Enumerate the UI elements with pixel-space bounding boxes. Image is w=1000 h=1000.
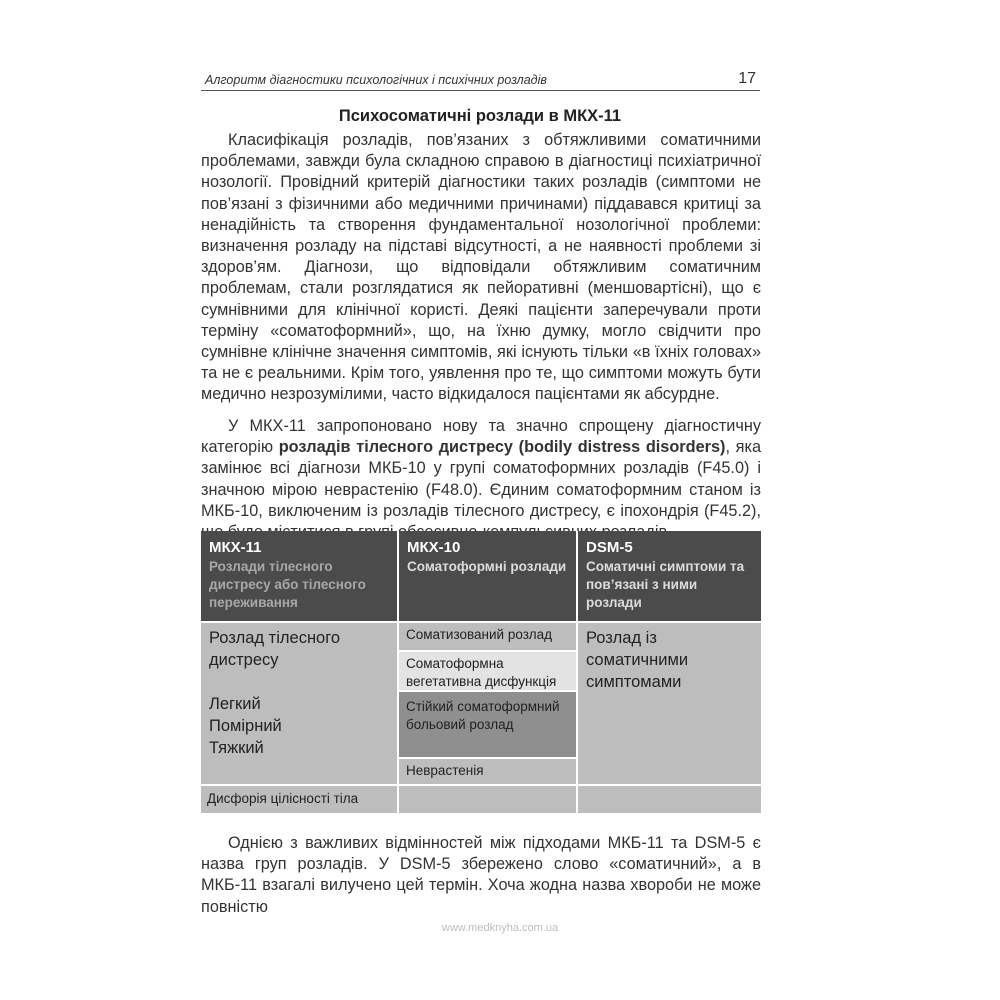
page-number: 17 xyxy=(738,70,756,87)
dsm5-body-cell xyxy=(578,623,761,784)
severity-level: Тяжкий xyxy=(209,739,264,757)
header-code-icd11: МКХ-11 xyxy=(209,539,262,556)
paragraph-1: Класифікація розладів, пов’язаних з обтяжливими соматичними проблемами, завжди була складною справою в діагностиці психіатричної нозології. Провідний критерій діагностики таких розладів (симптоми не пов’язані з фізичними або медичними причинами) піддавався критиці за ненадійність та створення фундаментальної нозологічної проблеми: визначення розладу на підставі відсутності, а не наявності проблеми зі здоров’ям. Діагнози, що відповідали обтяжливим соматичним проблемам, стали розглядатися як пейоративні (меншовартісні), що є сумнівними для клінічної користі. Деякі пацієнти заперечували проти терміну «соматоформний», що, на їхню думку, могло свідчити про сумнівне клінічне значення симптомів, які існують тільки «в їхніх головах» та не є реальними. Крім того, уявлення про те, що симптоми можуть бути медично незрозумілими, часто відкидалося пацієнтами як абсурдне. xyxy=(201,131,761,404)
dsm5-footer-cell xyxy=(578,786,761,813)
icd11-footer-cell: Дисфорія цілісності тіла xyxy=(201,786,397,813)
icd11-main-diagnosis: Розлад тілесного дистресу xyxy=(209,629,341,669)
paragraph-3: Однією з важливих відмінностей між підходами МКБ-11 та DSM-5 є назва груп розладів. У DSM-5 збережено слово «соматичний», а в МКБ-11 взагалі вилучено цей термін. Хоча жодна назва хвороби не може повністю xyxy=(201,834,761,916)
section-title: Психосоматичні розлади в МКХ-11 xyxy=(338,107,622,125)
header-code-icd10: МКХ-10 xyxy=(407,539,461,556)
watermark-url: www.medknyha.com.ua xyxy=(441,922,559,934)
severity-level: Легкий xyxy=(209,695,261,713)
header-subtitle-dsm5: Соматичні симптоми та пов’язані з ними розлади xyxy=(586,559,745,610)
paragraph-2 xyxy=(201,416,761,543)
paragraph-2-start: У МКХ-11 запропоновано нову та значно спрощену діагностичну категорію xyxy=(201,417,761,457)
table-header-dsm5 xyxy=(578,531,761,621)
icd10-footer-cell xyxy=(399,786,576,813)
running-head xyxy=(201,70,760,91)
icd11-body-cell xyxy=(201,623,397,784)
icd10-item: Соматоформна вегетативна дисфункція xyxy=(399,652,576,690)
paragraph-2-end: , яка замінює всі діагнози МКБ-10 у групі соматоформних розладів (F45.0) і значною мірою неврастенію (F48.0). Єдиним соматоформним станом із МКБ-10, виключеним із розладів тілесного дистресу, є іпохондрія (F45.2), xyxy=(201,438,761,520)
running-title: Алгоритм діагностики психологічних і психічних розладів xyxy=(205,73,547,87)
paragraph-3-block xyxy=(201,833,761,918)
icd10-item: Соматизований розлад xyxy=(399,623,576,650)
table-header-icd10 xyxy=(399,531,576,621)
paragraph-2-bold-term: розладів тілесного дистресу (bodily distress disorders) xyxy=(278,438,726,457)
classification-table xyxy=(201,531,761,813)
severity-levels xyxy=(209,693,389,759)
icd10-item: Стійкий соматоформний больовий розлад xyxy=(399,692,576,757)
paragraph-1-block xyxy=(201,130,761,406)
header-subtitle-icd10: Соматоформні розлади xyxy=(407,559,567,574)
dsm5-main-diagnosis: Розлад із соматичними симптомами xyxy=(586,629,689,691)
header-subtitle-icd11: Розлади тілесного дистресу або тілесного переживання xyxy=(209,559,366,610)
header-code-dsm5: DSM-5 xyxy=(586,539,633,556)
severity-level: Помірний xyxy=(209,717,282,735)
icd10-item: Неврастенія xyxy=(399,759,576,784)
table-header-icd11 xyxy=(201,531,397,621)
paragraph-2-block xyxy=(201,416,761,543)
